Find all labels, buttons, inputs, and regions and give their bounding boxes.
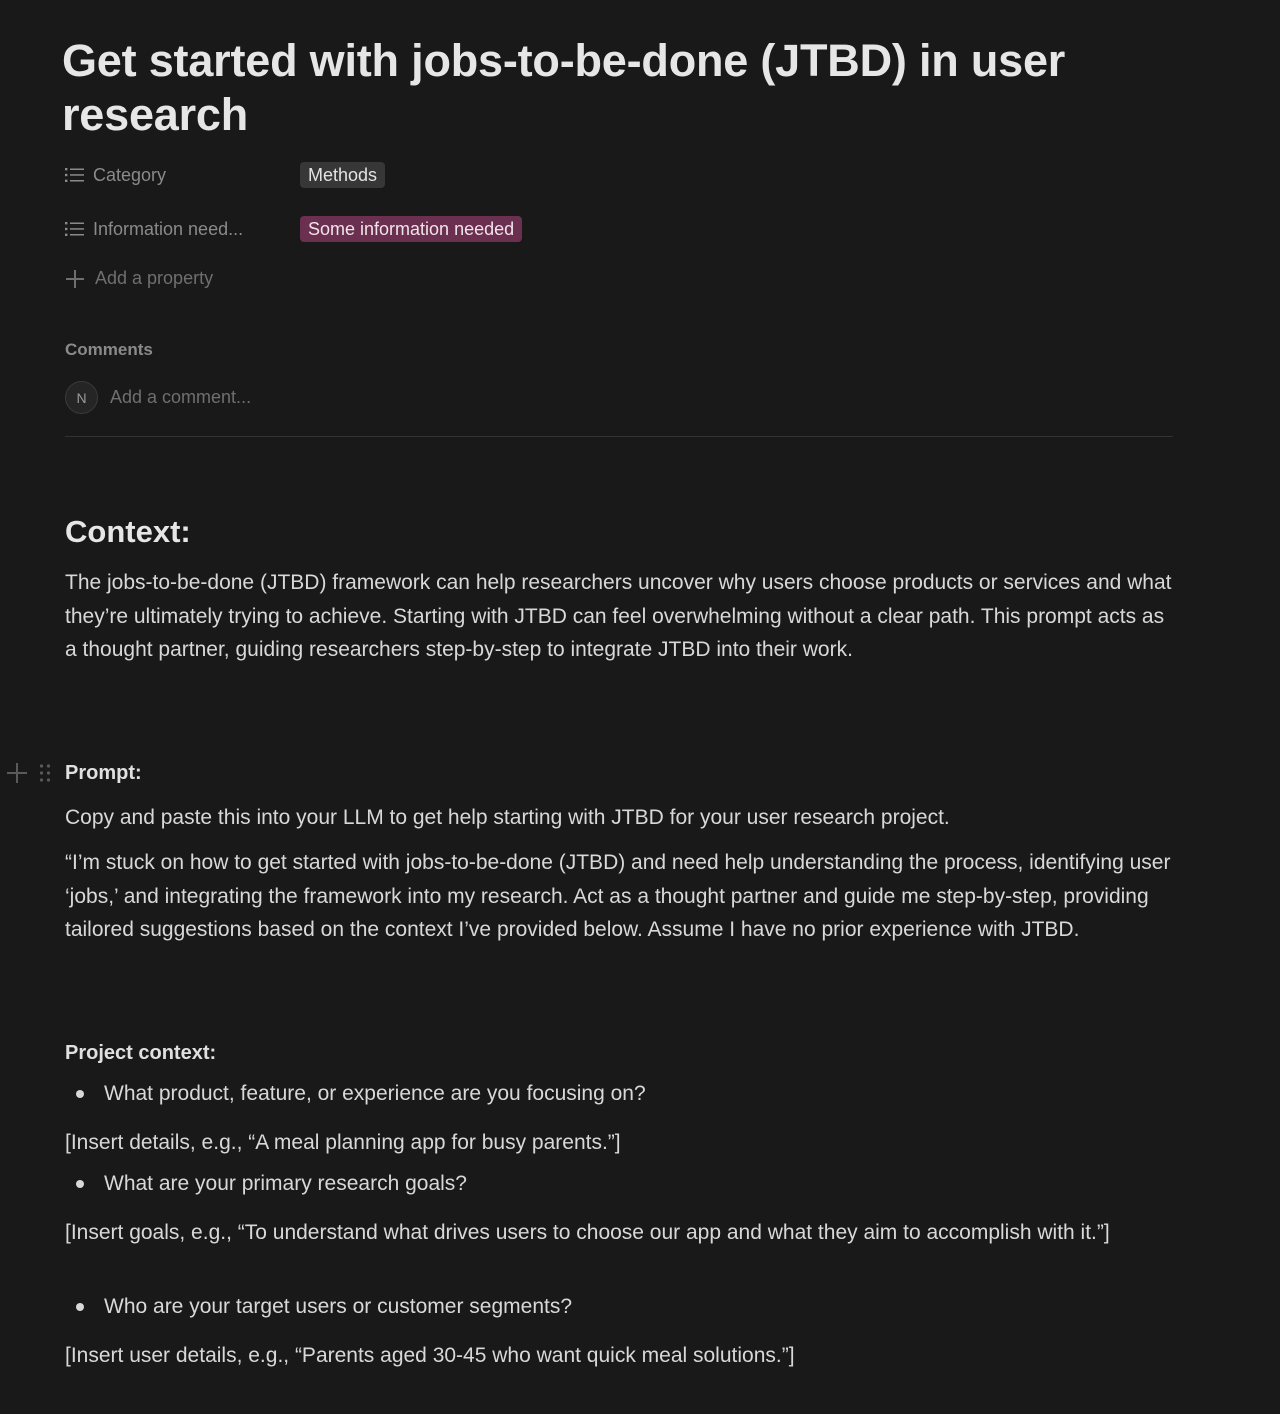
property-label-category[interactable]	[65, 165, 300, 186]
plus-icon	[65, 269, 85, 289]
prompt-heading[interactable]: Prompt:	[65, 762, 142, 784]
answer-paragraph[interactable]: [Insert details, e.g., “A meal planning app for busy parents.”]	[65, 1131, 621, 1154]
list-item[interactable]	[76, 1172, 467, 1196]
answer-paragraph[interactable]: [Insert user details, e.g., “Parents aged 30-45 who want quick meal solutions.”]	[65, 1344, 795, 1367]
property-label-information-need[interactable]	[65, 219, 300, 240]
add-property-label: Add a property	[95, 268, 214, 288]
property-label-text: Information need...	[93, 218, 244, 239]
list-item[interactable]	[76, 1295, 572, 1319]
list-icon	[65, 167, 85, 183]
context-paragraph[interactable]: The jobs-to-be-done (JTBD) framework can help researchers uncover why users choose products or services and what they’re ultimately trying to achieve. Starting with JTBD can feel overwhelming without a clear path. This prompt acts as a thought partner, guiding researchers step-by-step to integrate JTBD into their work.	[65, 571, 1172, 661]
bullet-icon	[76, 1180, 84, 1188]
property-row-information-need	[65, 215, 765, 243]
answer-paragraph[interactable]: [Insert goals, e.g., “To understand what drives users to choose our app and what they aim to accomplish with it.”]	[65, 1221, 1110, 1244]
page-title[interactable]: Get started with jobs-to-be-done (JTBD) in user research	[62, 35, 1066, 140]
bullet-icon	[76, 1090, 84, 1098]
drag-handle-icon[interactable]	[38, 762, 52, 784]
prompt-quote[interactable]: “I’m stuck on how to get started with jobs-to-be-done (JTBD) and need help understanding the process, identifying user ‘jobs,’ and integrating the framework into my research. Act as a thought partner and guide me step-by-step, providing tailored suggestions based on the context I’ve provided below. Assume I have no prior experience with JTBD.	[65, 851, 1171, 941]
comment-composer	[65, 381, 610, 414]
block-handles	[6, 762, 52, 784]
add-property-button[interactable]	[65, 268, 213, 289]
project-context-heading[interactable]: Project context:	[65, 1042, 217, 1064]
comment-input[interactable]	[110, 387, 610, 408]
avatar: N	[65, 381, 98, 414]
context-heading[interactable]: Context:	[65, 514, 191, 549]
list-item[interactable]	[76, 1082, 646, 1106]
prompt-instruction[interactable]: Copy and paste this into your LLM to get help starting with JTBD for your user research project.	[65, 806, 950, 829]
category-tag[interactable]: Methods	[300, 162, 385, 188]
plus-icon[interactable]	[6, 762, 28, 784]
comments-heading: Comments	[65, 340, 153, 359]
bullet-icon	[76, 1303, 84, 1311]
list-item-text: What are your primary research goals?	[104, 1172, 467, 1195]
list-item-text: Who are your target users or customer segments?	[104, 1295, 573, 1318]
information-need-tag[interactable]: Some information needed	[300, 216, 522, 242]
property-row-category	[65, 161, 765, 189]
divider	[65, 436, 1173, 437]
property-label-text: Category	[93, 164, 167, 185]
list-icon	[65, 221, 85, 237]
list-item-text: What product, feature, or experience are you focusing on?	[104, 1082, 646, 1105]
